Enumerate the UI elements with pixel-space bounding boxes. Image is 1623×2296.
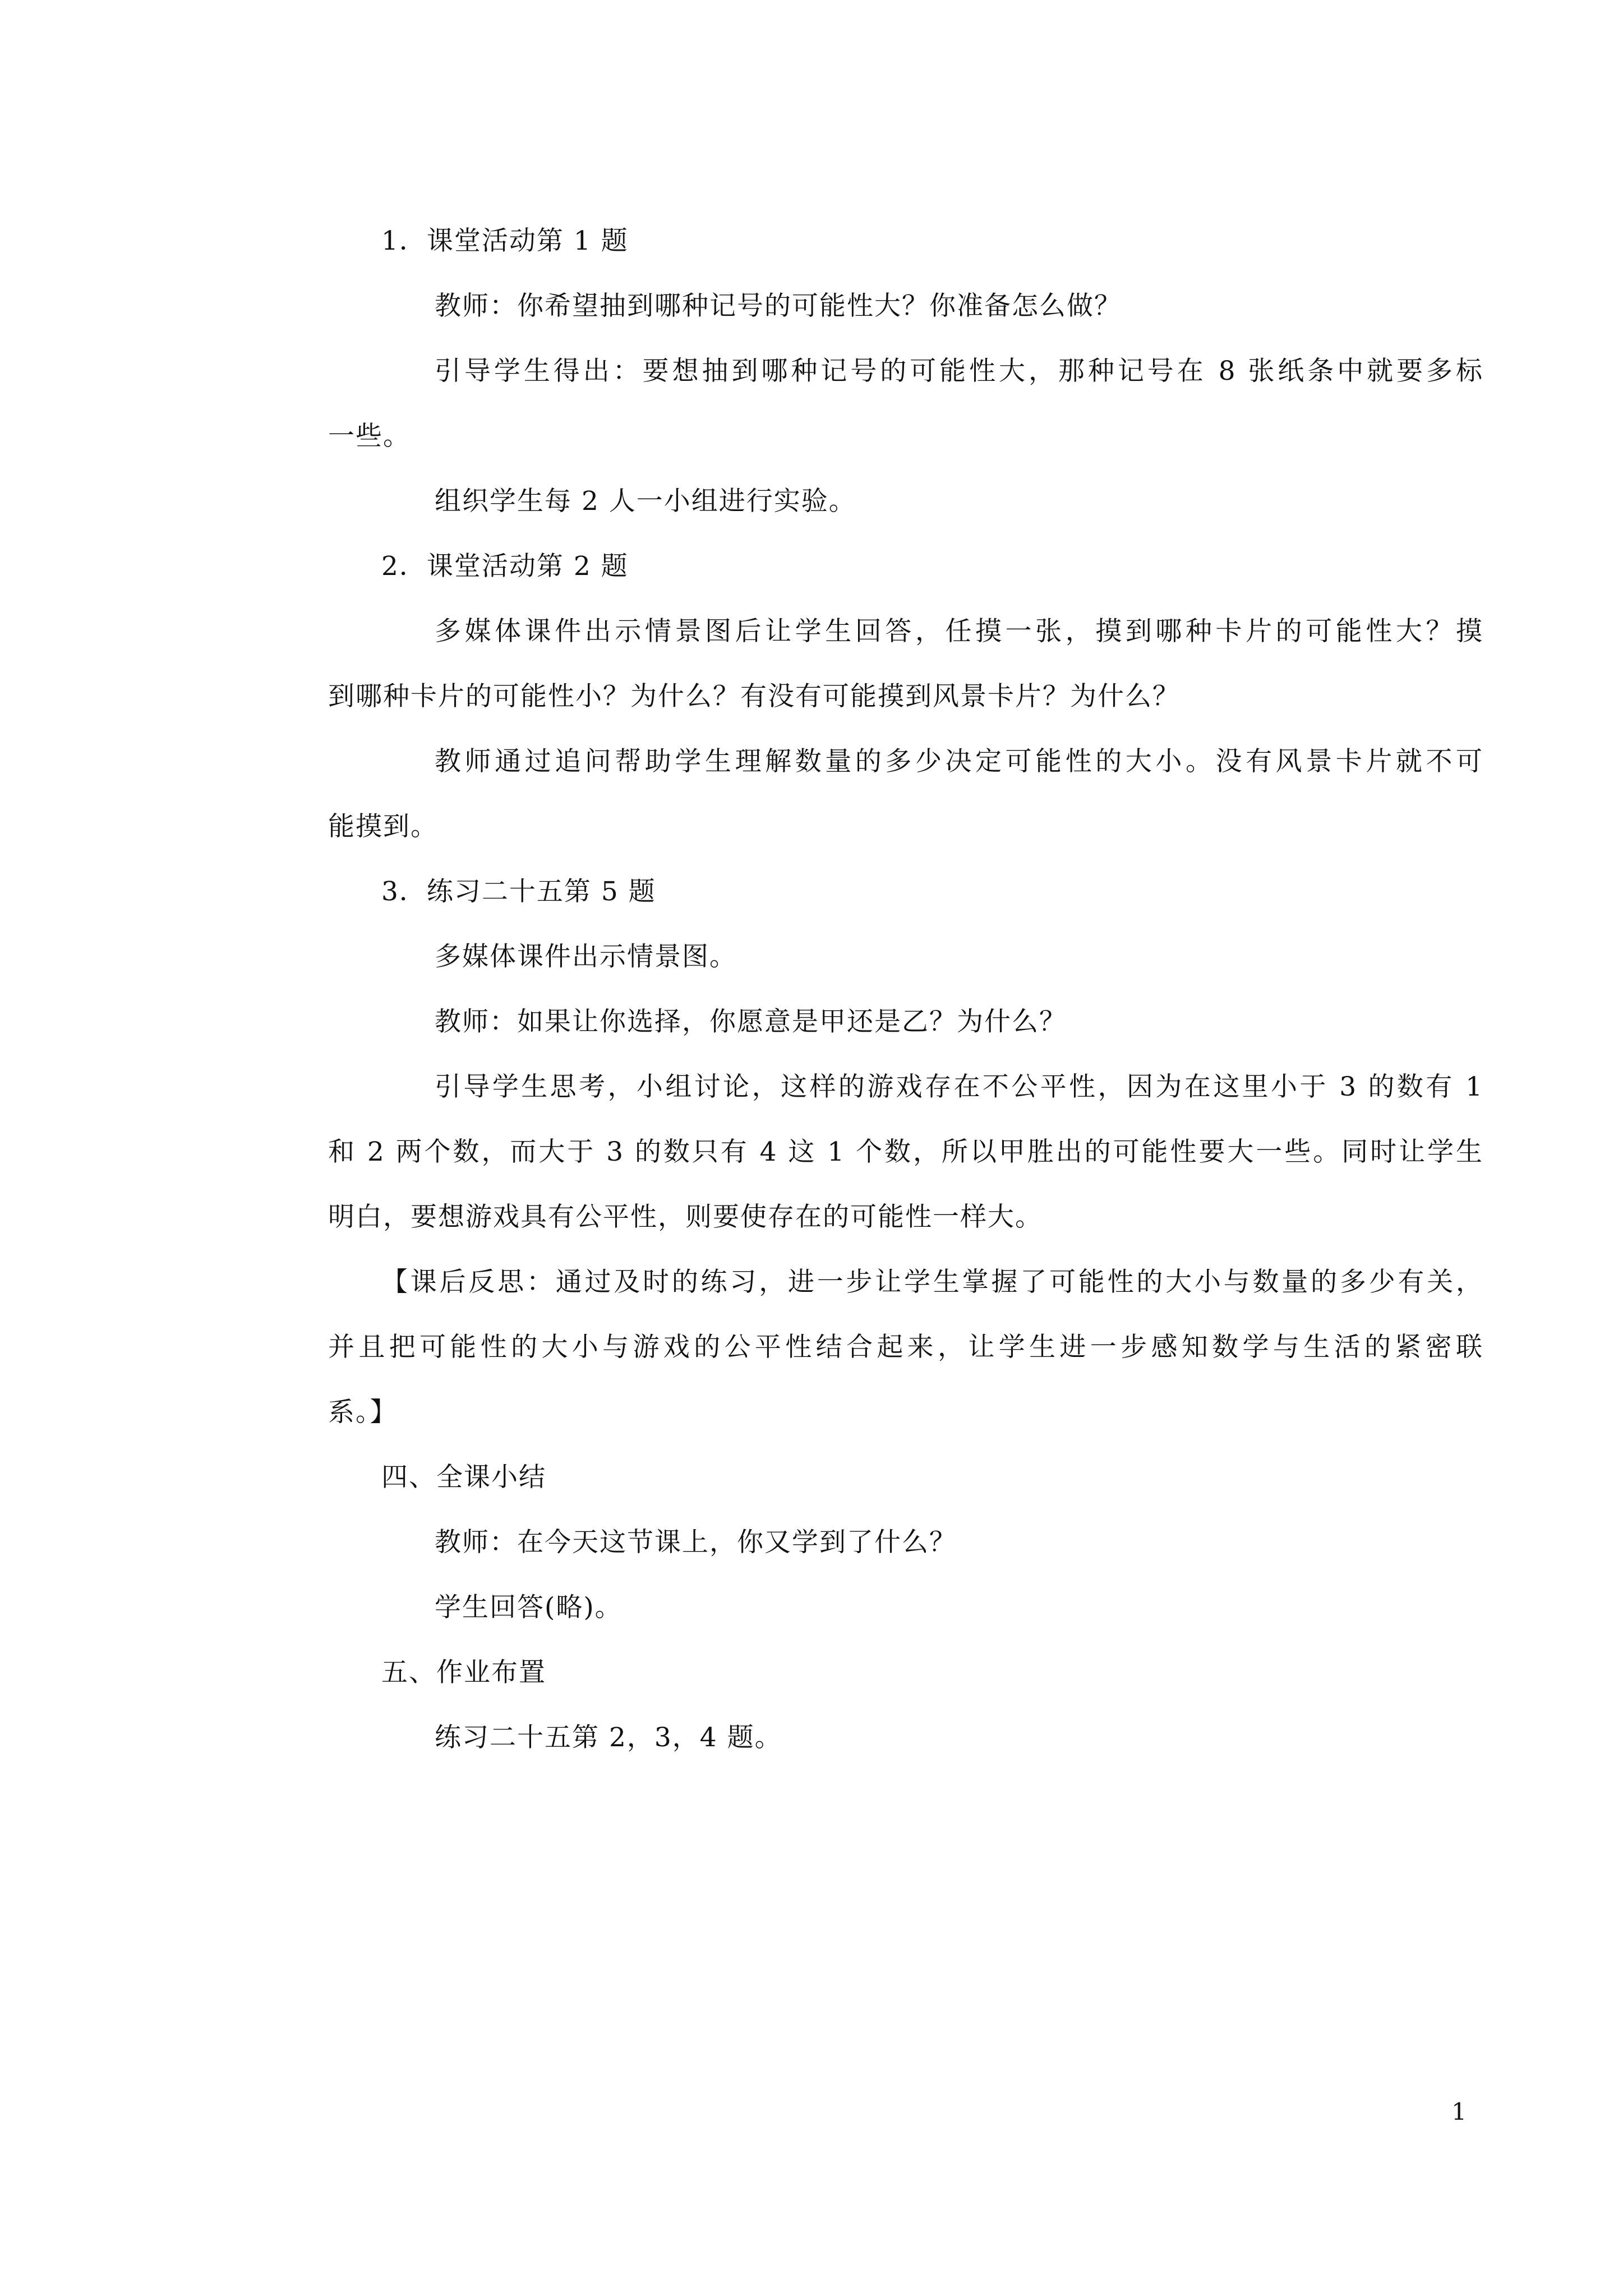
- paragraph-line: 引导学生得出：要想抽到哪种记号的可能性大，那种记号在 8 张纸条中就要多标: [435, 356, 1483, 386]
- paragraph-line: 学生回答(略)。: [435, 1592, 623, 1623]
- reflection-line: 系。】: [328, 1397, 398, 1428]
- paragraph-line: 组织学生每 2 人一小组进行实验。: [435, 486, 856, 517]
- paragraph-line: 和 2 两个数，而大于 3 的数只有 4 这 1 个数，所以甲胜出的可能性要大一些。同时让学生: [328, 1137, 1483, 1167]
- paragraph-line: 多媒体课件出示情景图。: [435, 941, 737, 972]
- section-heading: 1．课堂活动第 1 题: [381, 226, 629, 256]
- paragraph-line: 能摸到。: [328, 811, 438, 842]
- paragraph-line: 教师：在今天这节课上，你又学到了什么？: [435, 1527, 957, 1558]
- page-number: 1: [1451, 2098, 1467, 2125]
- paragraph-line: 一些。: [328, 421, 411, 452]
- paragraph-line: 明白，要想游戏具有公平性，则要使存在的可能性一样大。: [328, 1202, 1043, 1232]
- reflection-line: 【课后反思：通过及时的练习，进一步让学生掌握了可能性的大小与数量的多少有关，: [381, 1267, 1483, 1297]
- paragraph-line: 教师：你希望抽到哪种记号的可能性大？你准备怎么做？: [435, 291, 1122, 321]
- paragraph-line: 教师通过追问帮助学生理解数量的多少决定可能性的大小。没有风景卡片就不可: [435, 746, 1483, 777]
- paragraph-line: 多媒体课件出示情景图后让学生回答，任摸一张，摸到哪种卡片的可能性大？摸: [435, 616, 1483, 647]
- paragraph-line: 练习二十五第 2，3，4 题。: [435, 1722, 782, 1753]
- section-heading: 五、作业布置: [381, 1657, 546, 1688]
- reflection-line: 并且把可能性的大小与游戏的公平性结合起来，让学生进一步感知数学与生活的紧密联: [328, 1332, 1483, 1363]
- paragraph-line: 教师：如果让你选择，你愿意是甲还是乙？为什么？: [435, 1006, 1067, 1037]
- section-heading: 3．练习二十五第 5 题: [381, 876, 656, 907]
- paragraph-line: 到哪种卡片的可能性小？为什么？有没有可能摸到风景卡片？为什么？: [328, 681, 1180, 712]
- paragraph-line: 引导学生思考，小组讨论，这样的游戏存在不公平性，因为在这里小于 3 的数有 1: [435, 1071, 1483, 1102]
- section-heading: 四、全课小结: [381, 1462, 546, 1493]
- section-heading: 2．课堂活动第 2 题: [381, 551, 629, 582]
- document-body: [328, 209, 1483, 1770]
